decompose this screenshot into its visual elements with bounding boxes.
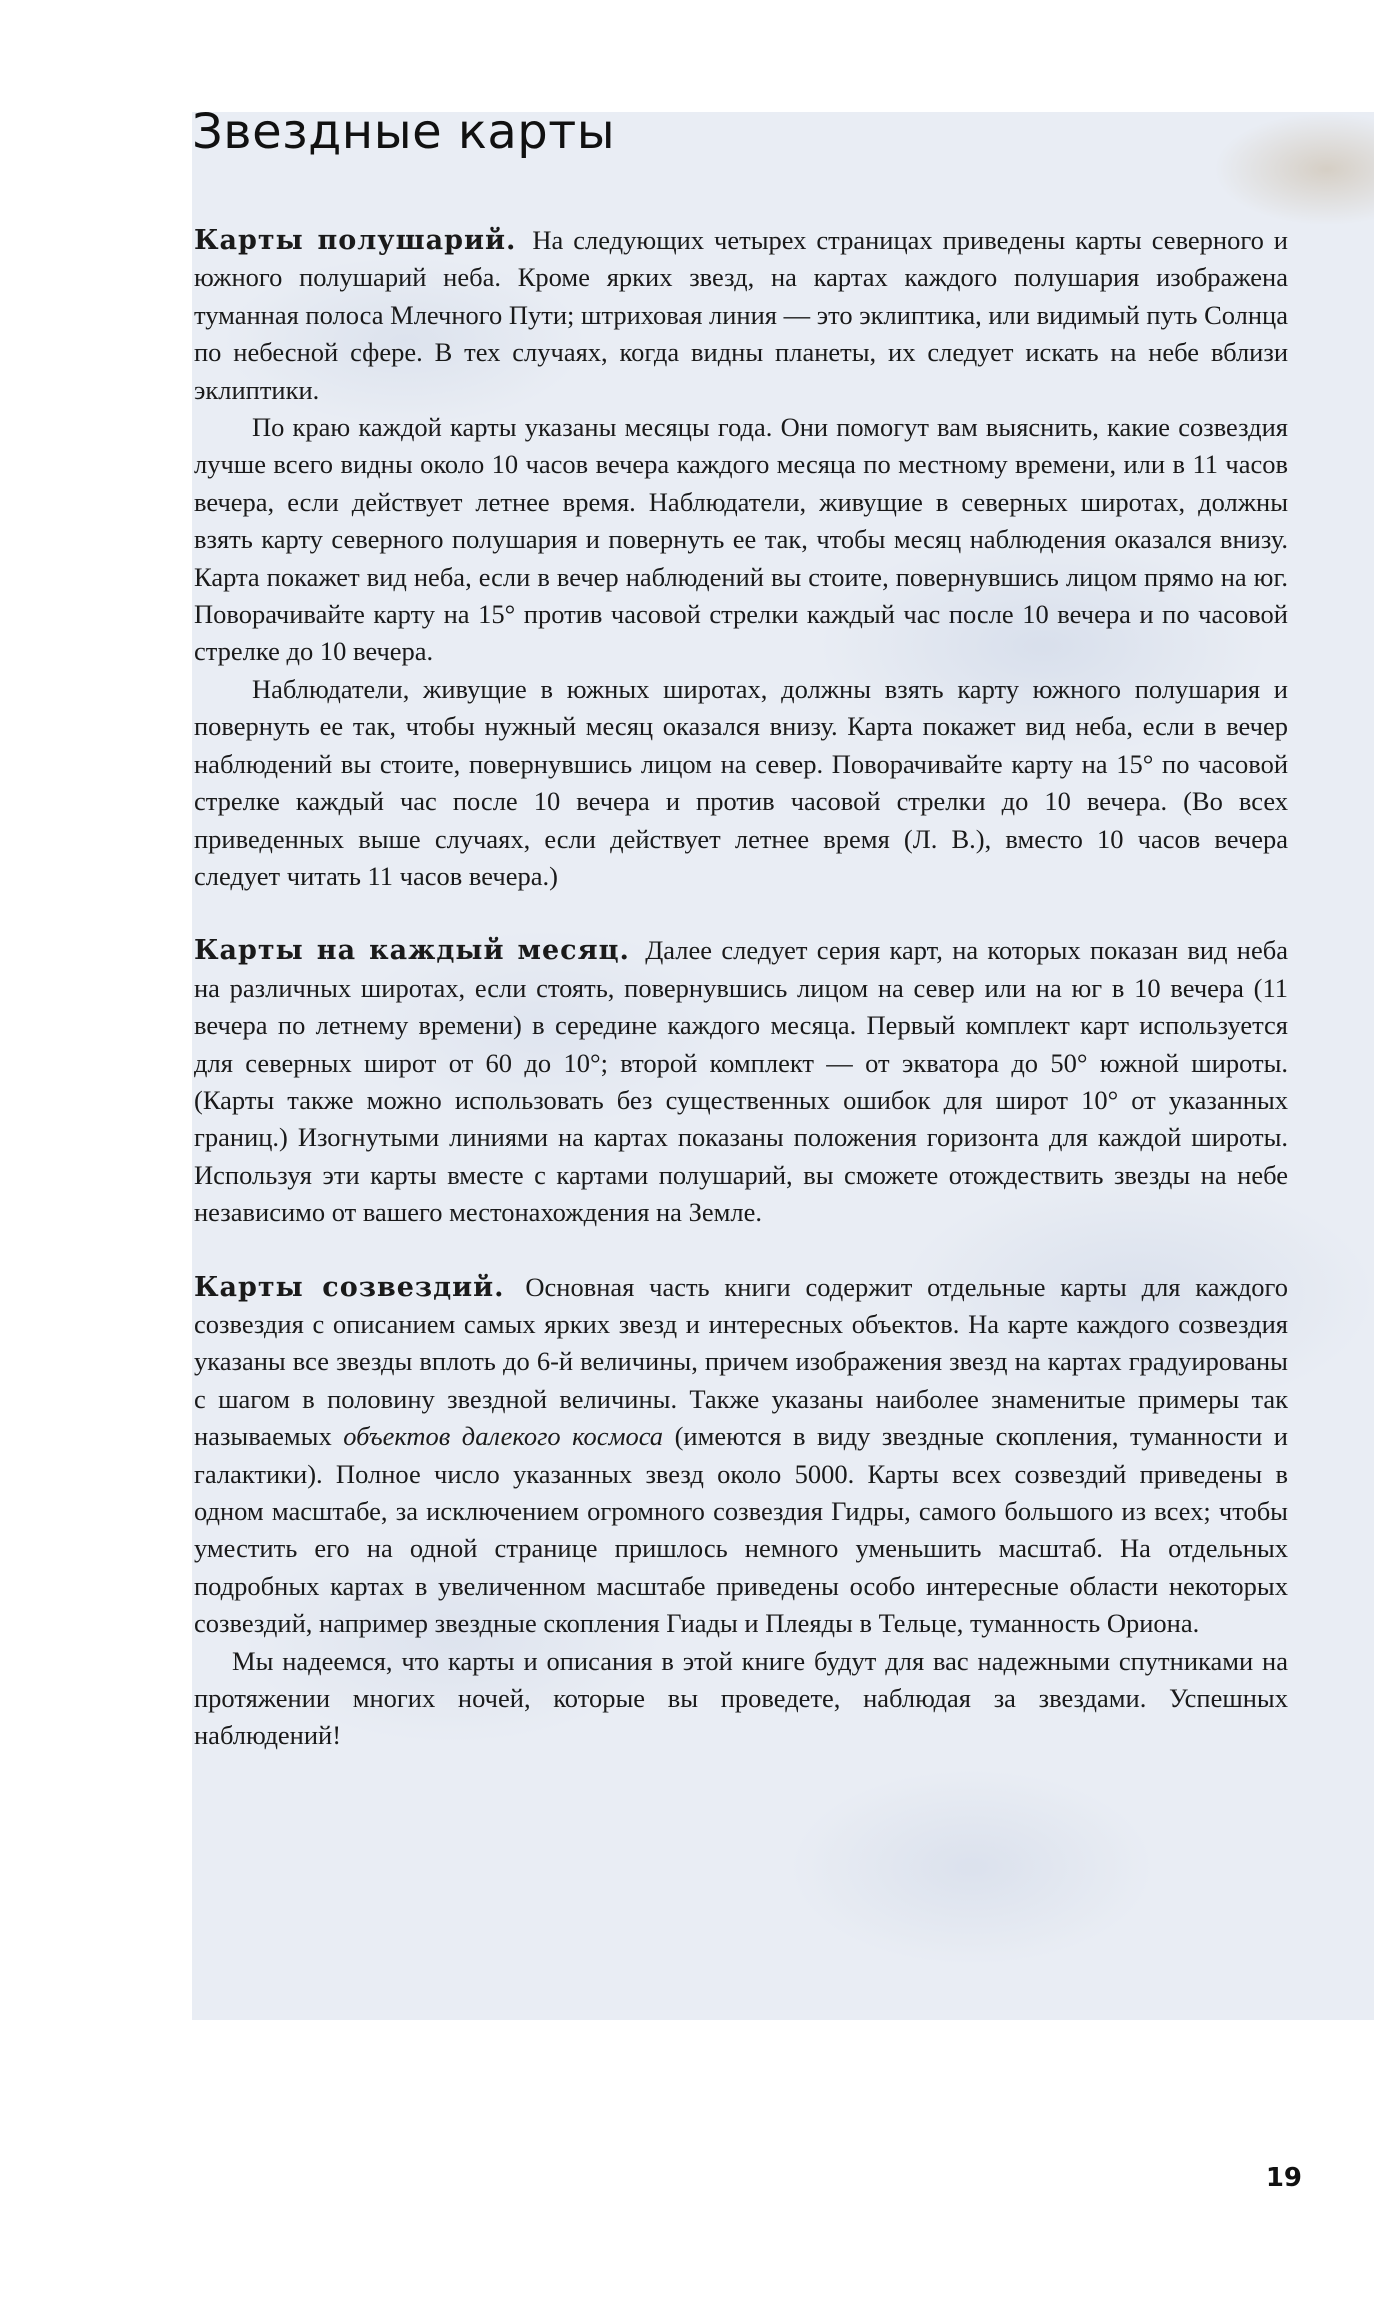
section-heading: Карты полушарий. xyxy=(194,225,517,256)
paragraph xyxy=(194,932,1288,1231)
paragraph: Мы надеемся, что карты и описания в этой книге будут для вас надежными спутниками на протяжении многих ночей, которые вы проведете, наблюдая за звездами. Успешных наблюдений! xyxy=(194,1645,1288,1751)
page-body xyxy=(194,222,1288,1755)
section-heading: Карты созвездий. xyxy=(194,1271,505,1303)
paragraph-text: (имеются в виду звездные скопления, туманности и галактики). Полное число указанных звезд около 5000. Карты всех созвездий приведены в одном масштабе, за исключением огромного созвездия Гидры, самого большого из всех; чтобы уместить его на одной странице пришлось немного уменьшить масштаб. На отдельных подробных картах в увеличенном масштабе приведены особо интересные области некоторых созвездий, например звездные скопления Гиады и Плеяды в Тельце, туманность Ориона. xyxy=(194,1421,1288,1639)
paragraph-text: Далее следует серия карт, на которых показан вид неба на различных широтах, если стоять, повернувшись лицом на север или на юг в 10 вечера (11 вечера по летнему времени) в середине каждого месяца. Первый комплект карт используется для северных широт от 60 до 10°; второй комплект — от экватора до 50° южной широты. (Карты также можно использовать без существенных ошибок для широт 10° от указанных границ.) Изогнутыми линиями на картах показаны положения горизонта для каждой широты. Используя эти карты вместе с картами полушарий, вы сможете отождествить звезды на небе независимо от вашего местонахождения на Земле. xyxy=(194,935,1288,1228)
paragraph-text: Основная часть книги содержит отдельные карты для каждого созвездия с описанием самых ярких звезд и интересных объектов. На карте каждого созвездия указаны все звезды вплоть до 6-й величины, причем изображения звезд на картах градуированы с шагом в половину звездной величины. Также указаны наиболее знаменитые примеры так называемых xyxy=(194,1271,1289,1452)
paragraph xyxy=(194,222,1288,409)
paragraph: Наблюдатели, живущие в южных широтах, должны взять карту южного полушария и повернуть ее так, чтобы нужный месяц оказался внизу. Карта покажет вид неба, если в вечер наблюдений вы стоите, повернувшись лицом на север. Поворачивайте карту на 15° по часовой стрелке каждый час после 10 вечера и против часовой стрелки до 10 вечера. (Во всех приведенных выше случаях, если действует летнее время (Л. В.), вместо 10 часов вечера следует читать 11 часов вечера.) xyxy=(194,673,1288,891)
page-title: Звездные карты xyxy=(192,104,616,160)
paragraph xyxy=(194,1269,1288,1643)
page-number: 19 xyxy=(1265,2163,1302,2193)
section-heading: Карты на каждый месяц. xyxy=(194,935,630,967)
paragraph: По краю каждой карты указаны месяцы года. Они помогут вам выяснить, какие созвездия лучше всего видны около 10 часов вечера каждого месяца по местному времени, или в 11 часов вечера, если действует летнее время. Наблюдатели, живущие в северных широтах, должны взять карту северного полушария и повернуть ее так, чтобы месяц наблюдения оказался внизу. Карта покажет вид неба, если в вечер наблюдений вы стоите, повернувшись лицом прямо на юг. Поворачивайте карту на 15° против часовой стрелки каждый час после 10 вечера и по часовой стрелке до 10 вечера. xyxy=(194,412,1288,667)
paragraph-text: На следующих четырех страницах приведены карты северного и южного полушарий неба. Кроме ярких звезд, на картах каждого полушария изображена туманная полоса Млечного Пути; штриховая линия — это эклиптика, или видимый путь Солнца по небесной сфере. В тех случаях, когда видны планеты, их следует искать на небе вблизи эклиптики. xyxy=(194,225,1288,405)
italic-term: объектов далекого космоса xyxy=(343,1421,664,1452)
